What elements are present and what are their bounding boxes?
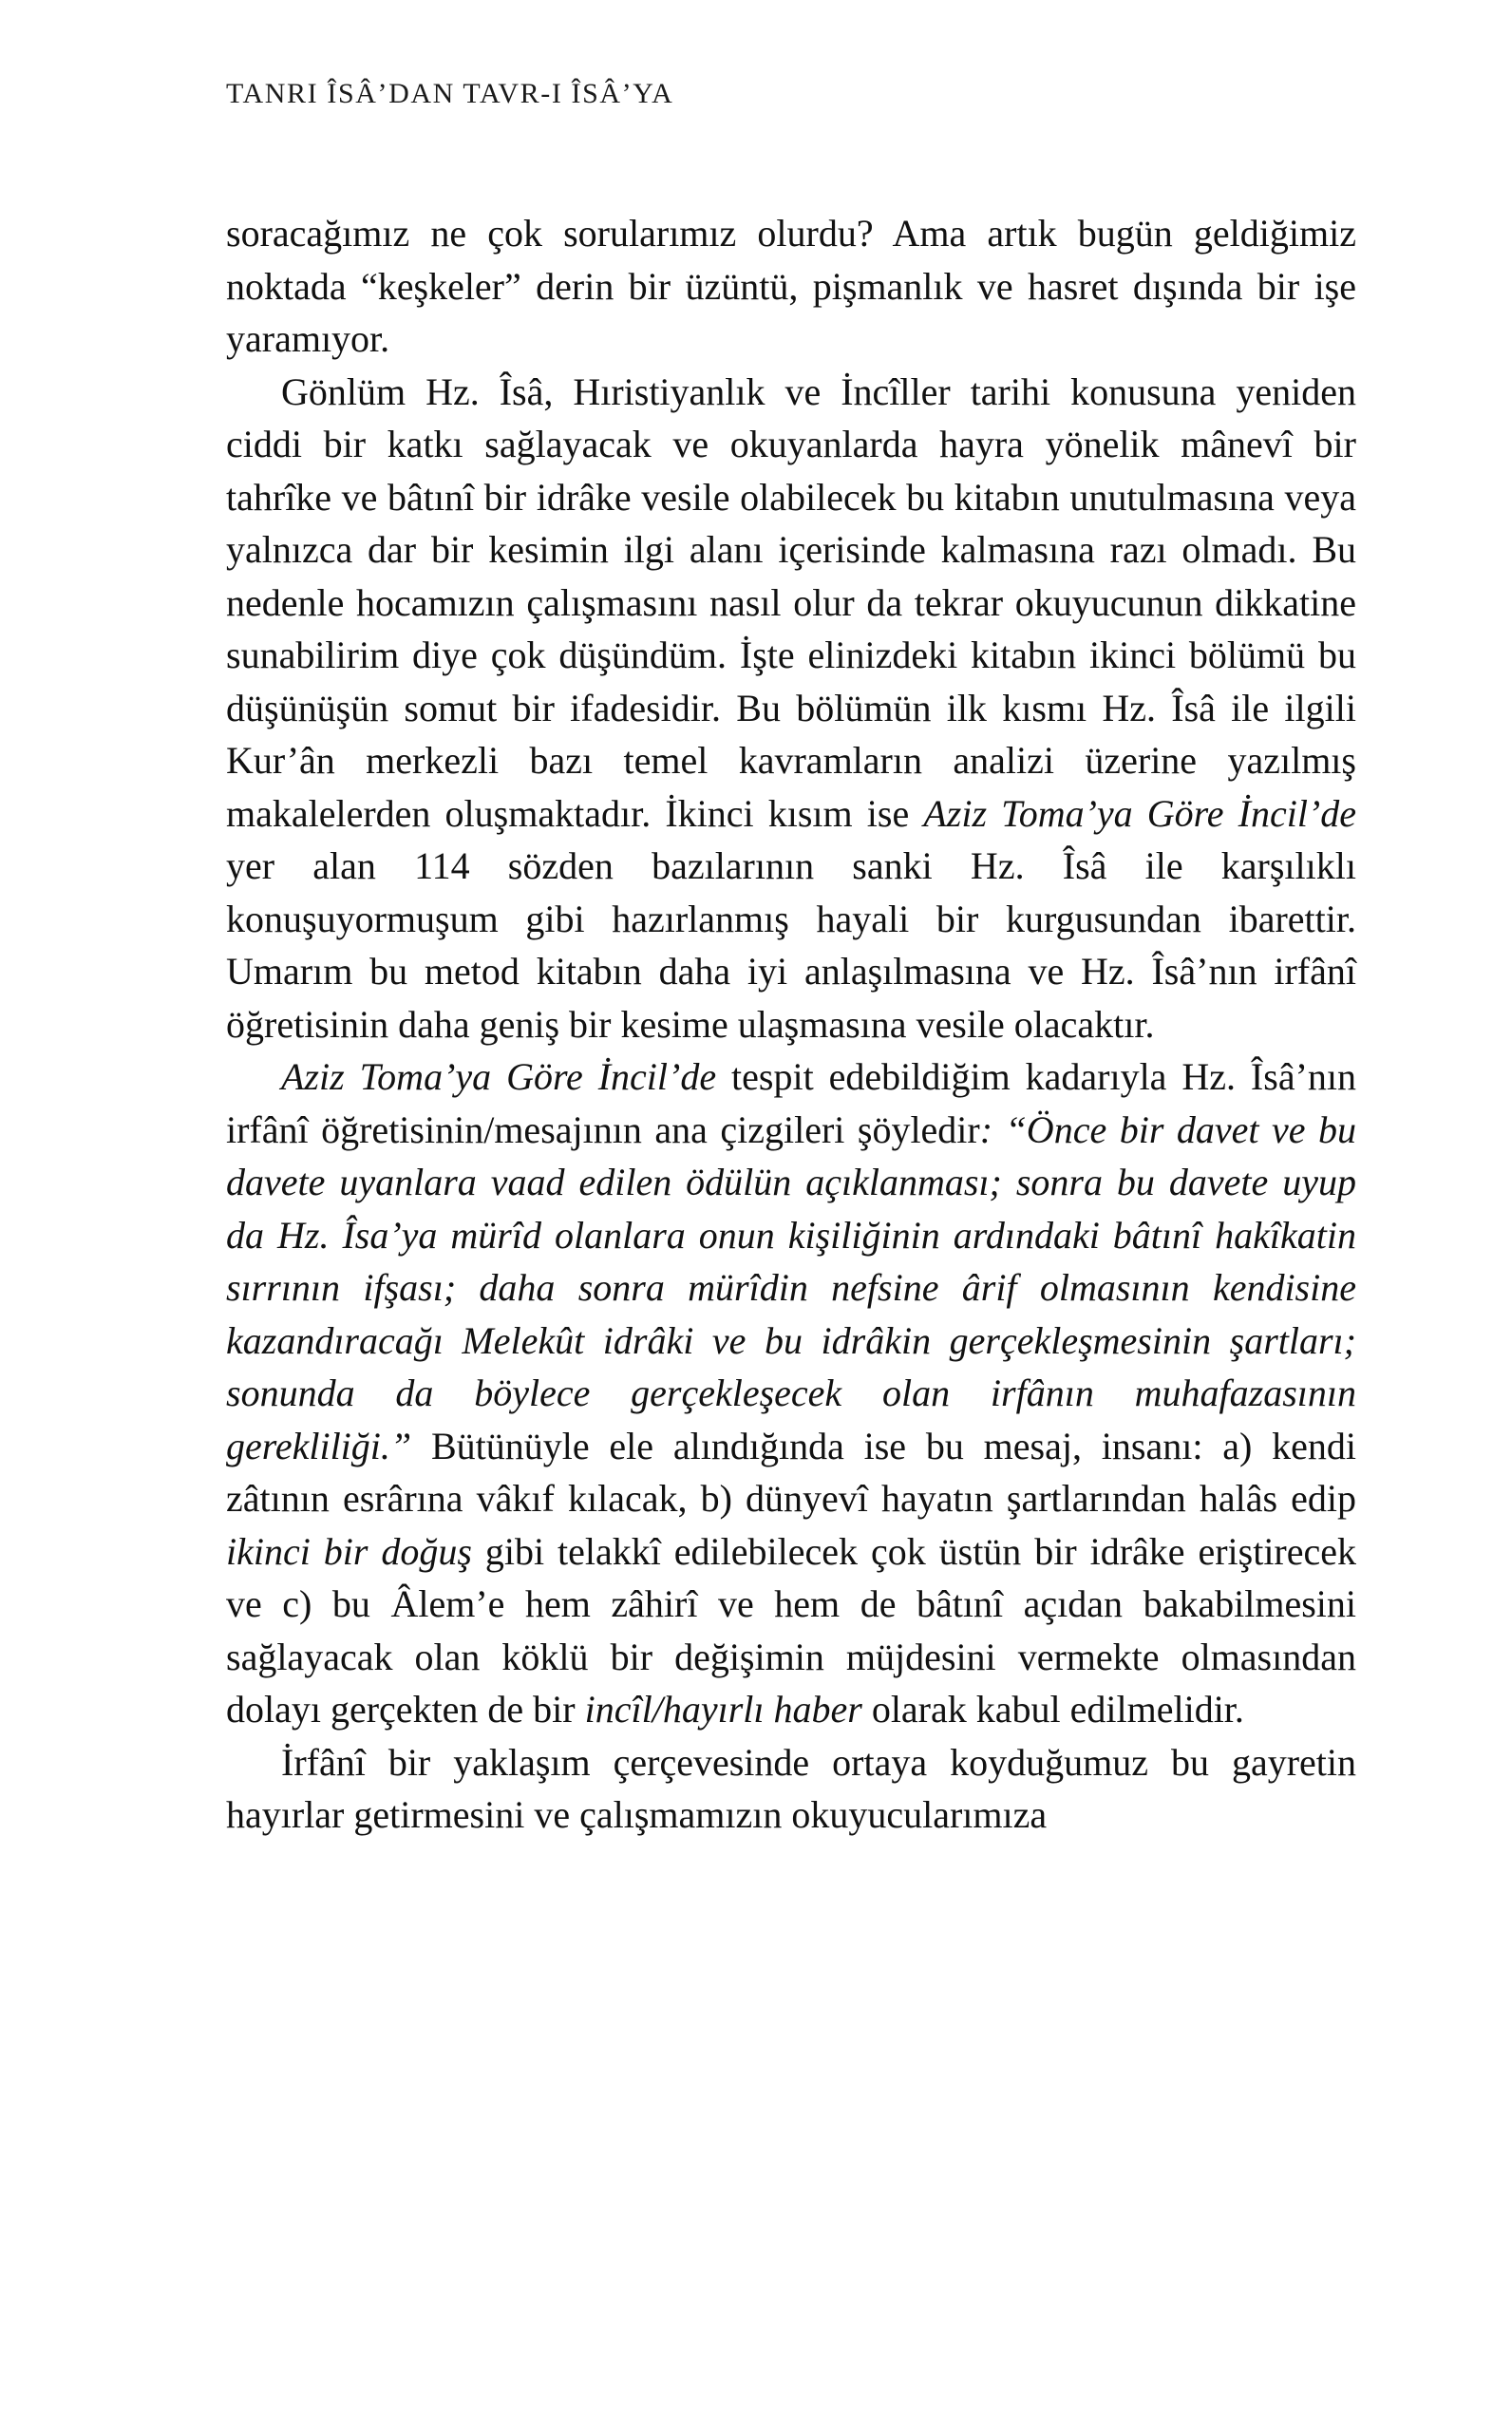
italic-run: : “Önce bir davet ve bu davete uyanlara vaad edilen ödülün açıklanması; sonra bu davete uyup da Hz. Îsa’ya mürîd olanlara onun kişiliğinin ardındaki bâtınî hakîkatin sırrının ifşası; daha sonra mürîdin nefsine ârif olmasının kendisine kazandıracağı Melekût idrâki ve bu idrâkin gerçekleşmesinin şartları; sonunda da böylece gerçekleşecek olan irfânın muhafazasının gerekliliği.”: [226, 1107, 1356, 1467]
paragraph-2: [226, 366, 1356, 1051]
text-run: Gönlüm Hz. Îsâ, Hıristiyanlık ve İncîller tarihi konusuna yeniden ciddi bir katkı sağlayacak ve okuyanlarda hayra yönelik mânevî bir tahrîke ve bâtınî bir idrâke vesile olabilecek bu kitabın unutulmasına veya yalnızca dar bir kesimin ilgi alanı içerisinde kalmasına razı olmadı. Bu nedenle hocamızın çalışmasını nasıl olur da tekrar okuyucunun dikkatine sunabilirim diye çok düşündüm. İşte elinizdeki kitabın ikinci bölümü bu düşünüşün somut bir ifadesidir. Bu bölümün ilk kısmı Hz. Îsâ ile ilgili Kur’ân merkezli bazı temel kavramların analizi üzerine yazılmış makalelerden oluşmaktadır. İkinci kısım ise: [226, 369, 1356, 835]
text-run: İrfânî bir yaklaşım çerçevesinde ortaya koyduğumuz bu gayretin hayırlar getirmesini ve çalışmamızın okuyucularımıza: [226, 1740, 1356, 1836]
italic-run: ikinci bir doğuş: [226, 1529, 472, 1573]
paragraph-4: [226, 1736, 1356, 1842]
text-run: tespit edebildiğim kadarıyla Hz. Îsâ’nın irfânî öğretisinin/mesajının ana çizgileri şöyledir: [226, 1055, 1357, 1151]
italic-run: Aziz Toma’ya Göre İncil’de: [923, 791, 1357, 835]
running-head: TANRI ÎSÂ’DAN TAVR-I ÎSÂ’YA: [226, 78, 674, 109]
paragraph-1: [226, 207, 1356, 366]
text-run: soracağımız ne çok sorularımız olurdu? Ama artık bugün geldiğimiz noktada “keşkeler” derin bir üzüntü, pişmanlık ve hasret dışında bir işe yaramıyor.: [226, 212, 1356, 360]
text-run: Bütünüyle ele alındığında ise bu mesaj, insanı: a) kendi zâtının esrârına vâkıf kılacak, b) dünyevî hayatın şartlarından halâs edip: [226, 1424, 1356, 1520]
italic-run: Aziz Toma’ya Göre İncil’de: [281, 1055, 717, 1098]
body-text-column: [226, 207, 1356, 1842]
text-run: yer alan 114 sözden bazılarının sanki Hz. Îsâ ile karşılıklı konuşuyormuşum gibi hazırlanmış hayali bir kurgusundan ibarettir. Umarım bu metod kitabın daha iyi anlaşılmasına ve Hz. Îsâ’nın irfânî öğretisinin daha geniş bir kesime ulaşmasına vesile olacaktır.: [226, 844, 1356, 1046]
text-run: gibi telakkî edilebilecek çok üstün bir idrâke eriştirecek ve c) bu Âlem’e hem zâhirî ve hem de bâtınî açıdan bakabilmesini sağlayacak olan köklü bir değişimin müjdesini vermekte olmasından dolayı gerçekten de bir: [226, 1529, 1357, 1731]
paragraph-3: [226, 1050, 1356, 1736]
italic-run: incîl/hayırlı haber: [584, 1688, 862, 1731]
text-run: olarak kabul edilmelidir.: [861, 1688, 1244, 1731]
